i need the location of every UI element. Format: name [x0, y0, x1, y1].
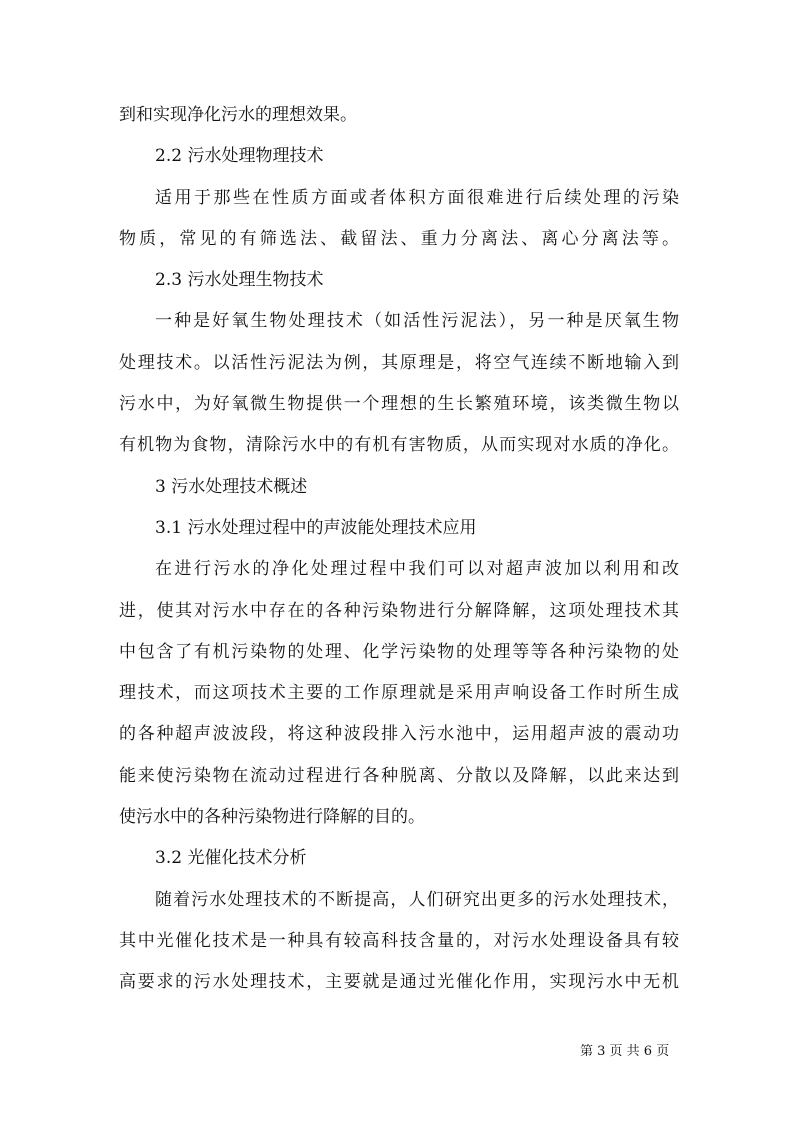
- paragraph-line: 随着污水处理技术的不断提高，人们研究出更多的污水处理技术，: [155, 889, 679, 910]
- paragraph-line: 在进行污水的净化处理过程中我们可以对超声波加以利用和改: [155, 559, 679, 580]
- paragraph-line: 污水中，为好氧微生物提供一个理想的生长繁殖环境，该类微生物以: [119, 394, 679, 415]
- paragraph-line: 进，使其对污水中存在的各种污染物进行分解降解，这项处理技术其: [119, 600, 679, 621]
- section-heading-3: 3 污水处理技术概述: [155, 476, 308, 497]
- paragraph-line: 能来使污染物在流动过程进行各种脱离、分散以及降解，以此来达到: [119, 765, 679, 786]
- section-heading-3-2: 3.2 光催化技术分析: [155, 848, 307, 869]
- page-number-footer: 第 3 页 共 6 页: [580, 1044, 670, 1059]
- paragraph-line: 物质，常见的有筛选法、截留法、重力分离法、离心分离法等。: [119, 228, 679, 249]
- section-heading-2-2: 2.2 污水处理物理技术: [155, 146, 324, 167]
- section-heading-2-3: 2.3 污水处理生物技术: [155, 270, 324, 291]
- paragraph-line: 其中光催化技术是一种具有较高科技含量的，对污水处理设备具有较: [119, 930, 679, 951]
- paragraph-line: 处理技术。以活性污泥法为例，其原理是，将空气连续不断地输入到: [119, 352, 679, 373]
- document-body: [119, 95, 679, 1004]
- section-heading-3-1: 3.1 污水处理过程中的声波能处理技术应用: [155, 517, 477, 538]
- paragraph-line: 适用于那些在性质方面或者体积方面很难进行后续处理的污染: [155, 187, 679, 208]
- paragraph-line: 中包含了有机污染物的处理、化学污染物的处理等等各种污染物的处: [119, 641, 679, 662]
- paragraph-line: 有机物为食物，清除污水中的有机有害物质，从而实现对水质的净化。: [119, 435, 679, 456]
- paragraph-line: 的各种超声波波段，将这种波段排入污水池中，运用超声波的震动功: [119, 724, 679, 745]
- paragraph-line: 到和实现净化污水的理想效果。: [119, 105, 357, 125]
- paragraph-line: 使污水中的各种污染物进行降解的目的。: [119, 807, 425, 828]
- paragraph-line: 高要求的污水处理技术，主要就是通过光催化作用，实现污水中无机: [119, 972, 679, 993]
- paragraph-line: 理技术，而这项技术主要的工作原理就是采用声响设备工作时所生成: [119, 683, 679, 704]
- paragraph-line: 一种是好氧生物处理技术（如活性污泥法），另一种是厌氧生物: [155, 311, 679, 332]
